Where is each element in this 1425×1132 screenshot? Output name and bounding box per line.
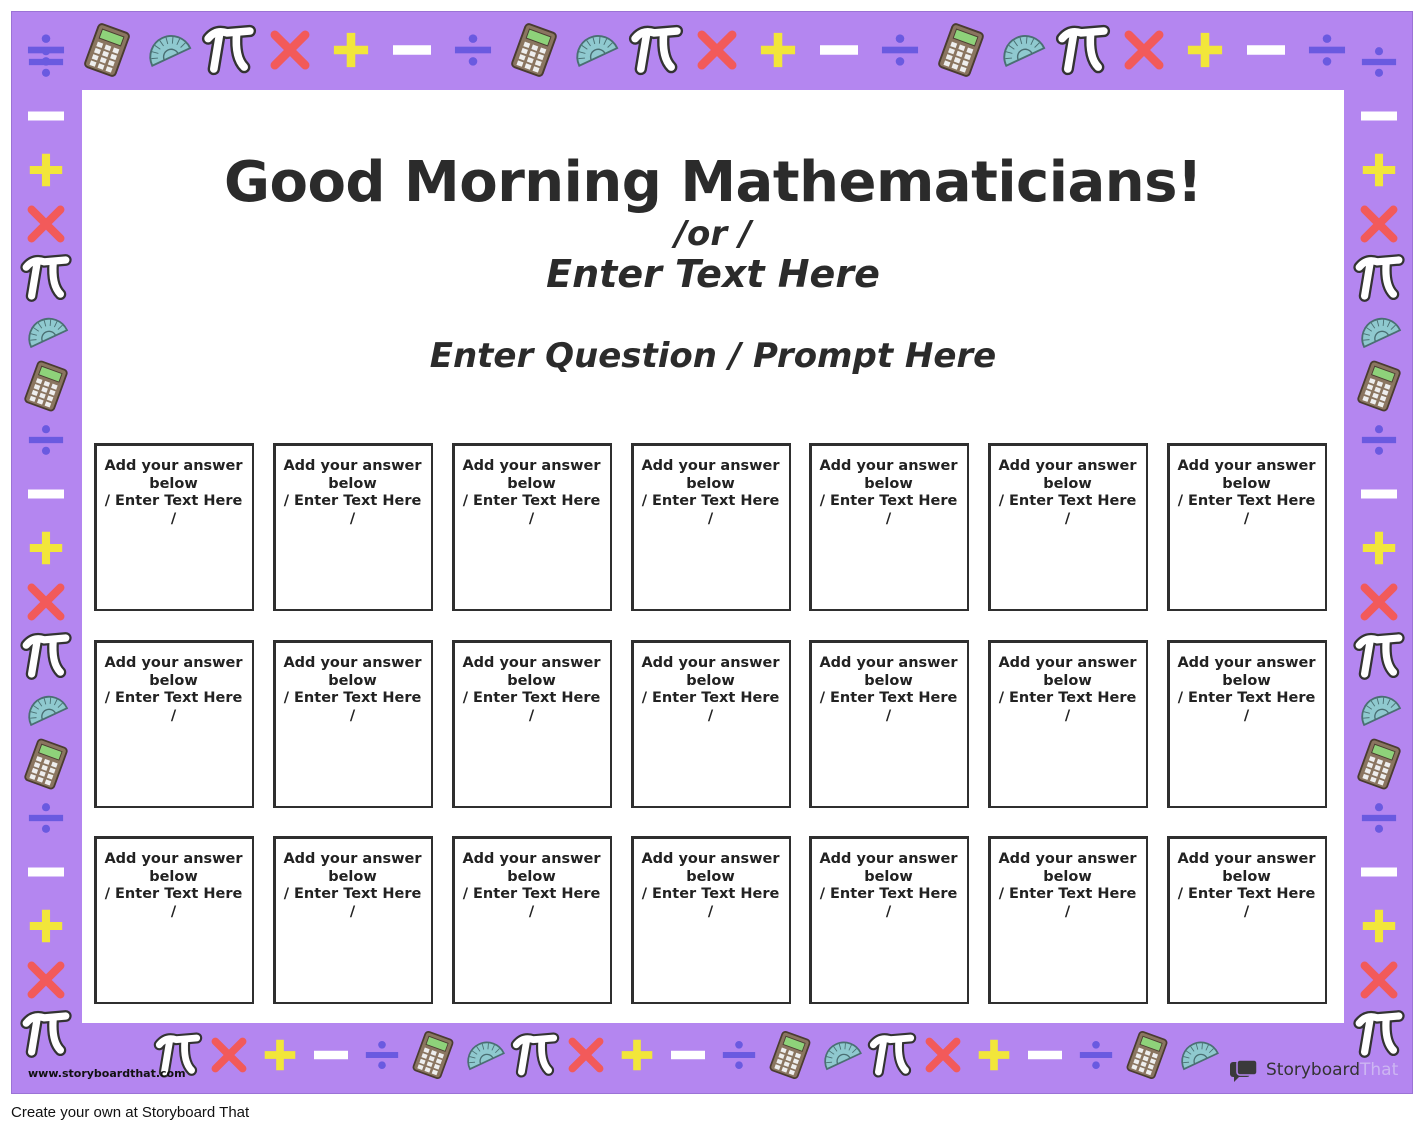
plus-icon <box>1363 154 1395 186</box>
answer-card-label: Add your answer below <box>819 458 958 492</box>
answer-card-placeholder[interactable]: / Enter Text Here / <box>819 886 958 920</box>
calculator-icon <box>24 360 68 411</box>
brand-name-main: Storyboard <box>1266 1060 1360 1080</box>
answer-card-placeholder[interactable]: / Enter Text Here / <box>283 690 422 724</box>
answer-card-label: Add your answer below <box>998 458 1137 492</box>
brand-name <box>1266 1060 1398 1080</box>
storyboardthat-logo <box>1228 1056 1398 1084</box>
answer-card-placeholder[interactable]: / Enter Text Here / <box>462 886 601 920</box>
calculator-icon <box>769 1031 810 1079</box>
minus-icon <box>1028 1051 1062 1060</box>
calculator-icon <box>1357 738 1401 789</box>
calculator-icon <box>1357 360 1401 411</box>
answer-card-label: Add your answer below <box>462 655 601 689</box>
answer-card-label: Add your answer below <box>1177 458 1316 492</box>
calculator-icon <box>84 23 130 77</box>
answer-card-placeholder[interactable]: / Enter Text Here / <box>819 690 958 724</box>
plus-icon <box>761 33 795 67</box>
answer-card[interactable] <box>631 640 791 808</box>
answer-card[interactable] <box>452 443 612 611</box>
plus-icon <box>1188 33 1222 67</box>
pi-icon <box>873 1038 910 1072</box>
pi-icon <box>208 31 250 69</box>
minus-icon <box>28 490 64 499</box>
answer-card[interactable] <box>452 640 612 808</box>
calculator-icon <box>1126 1031 1167 1079</box>
times-icon <box>1365 210 1394 239</box>
answer-card-label: Add your answer below <box>819 851 958 885</box>
answer-card-placeholder[interactable]: / Enter Text Here / <box>1177 493 1316 527</box>
answer-card-label: Add your answer below <box>283 851 422 885</box>
answer-card-placeholder[interactable]: / Enter Text Here / <box>819 493 958 527</box>
alt-title-text[interactable]: Enter Text Here <box>546 252 880 296</box>
protractor-icon <box>1176 1036 1218 1069</box>
protractor-icon <box>23 690 67 725</box>
times-icon <box>702 35 732 65</box>
answer-card[interactable] <box>809 443 969 611</box>
plus-icon <box>30 154 62 186</box>
answer-card-placeholder[interactable]: / Enter Text Here / <box>1177 886 1316 920</box>
pi-icon <box>1062 31 1104 69</box>
calculator-icon <box>412 1031 453 1079</box>
minus-icon <box>671 1051 705 1060</box>
speech-bubble-icon <box>1228 1058 1260 1082</box>
answer-card-label: Add your answer below <box>819 655 958 689</box>
answer-card-placeholder[interactable]: / Enter Text Here / <box>998 886 1137 920</box>
plus-icon <box>1363 532 1395 564</box>
answer-card[interactable] <box>631 836 791 1004</box>
answer-card-placeholder[interactable]: / Enter Text Here / <box>104 493 243 527</box>
minus-icon <box>28 868 64 877</box>
minus-icon <box>1361 490 1397 499</box>
protractor-icon <box>997 29 1044 66</box>
pi-icon <box>1359 260 1399 296</box>
answer-card-placeholder[interactable]: / Enter Text Here / <box>462 690 601 724</box>
answer-card[interactable] <box>1167 836 1327 1004</box>
answer-card-label: Add your answer below <box>104 851 243 885</box>
answer-card[interactable] <box>94 640 254 808</box>
page-title: Good Morning Mathematicians! <box>224 150 1202 215</box>
protractor-icon <box>143 29 190 66</box>
pi-icon <box>26 260 66 296</box>
divide-icon <box>366 1041 398 1069</box>
calculator-icon <box>24 738 68 789</box>
plus-icon <box>265 1040 296 1071</box>
answer-card-label: Add your answer below <box>641 851 780 885</box>
divide-icon <box>723 1041 755 1069</box>
divide-icon <box>1309 34 1345 65</box>
answer-card[interactable] <box>988 836 1148 1004</box>
minus-icon <box>1361 868 1397 877</box>
protractor-icon <box>462 1036 504 1069</box>
times-icon <box>929 1041 956 1068</box>
answer-card-placeholder[interactable]: / Enter Text Here / <box>641 690 780 724</box>
divide-icon <box>29 803 63 833</box>
protractor-icon <box>819 1036 861 1069</box>
protractor-icon <box>23 312 67 347</box>
plus-icon <box>30 910 62 942</box>
times-icon <box>32 966 61 995</box>
worksheet-area <box>82 90 1344 1023</box>
pi-icon <box>26 1016 66 1052</box>
calculator-icon <box>938 23 984 77</box>
pi-icon <box>516 1038 553 1072</box>
answer-card[interactable] <box>988 640 1148 808</box>
divide-icon <box>455 34 491 65</box>
answer-card-label: Add your answer below <box>641 458 780 492</box>
answer-card[interactable] <box>273 640 433 808</box>
pi-icon <box>26 638 66 674</box>
pi-icon <box>1359 1016 1399 1052</box>
times-icon <box>1365 588 1394 617</box>
answer-card-label: Add your answer below <box>998 851 1137 885</box>
answer-card[interactable] <box>1167 640 1327 808</box>
times-icon <box>572 1041 599 1068</box>
answer-card-label: Add your answer below <box>462 851 601 885</box>
answer-card-placeholder[interactable]: / Enter Text Here / <box>641 493 780 527</box>
plus-icon <box>334 33 368 67</box>
answer-card[interactable] <box>631 443 791 611</box>
answer-card-label: Add your answer below <box>283 458 422 492</box>
times-icon <box>1129 35 1159 65</box>
minus-icon <box>1361 112 1397 121</box>
answer-card[interactable] <box>94 836 254 1004</box>
times-icon <box>32 210 61 239</box>
minus-icon <box>28 112 64 121</box>
minus-icon <box>314 1051 348 1060</box>
pi-icon <box>1359 638 1399 674</box>
times-icon <box>275 35 305 65</box>
site-url: www.storyboardthat.com <box>28 1067 186 1080</box>
times-icon <box>1365 966 1394 995</box>
protractor-icon <box>1356 312 1400 347</box>
answer-card-placeholder[interactable]: / Enter Text Here / <box>641 886 780 920</box>
minus-icon <box>393 45 431 55</box>
answer-card-placeholder[interactable]: / Enter Text Here / <box>104 690 243 724</box>
answer-card-placeholder[interactable]: / Enter Text Here / <box>998 493 1137 527</box>
answer-card-placeholder[interactable]: / Enter Text Here / <box>1177 690 1316 724</box>
divide-icon <box>29 425 63 455</box>
answer-card-placeholder[interactable]: / Enter Text Here / <box>462 493 601 527</box>
plus-icon <box>1363 910 1395 942</box>
answer-card-placeholder[interactable]: / Enter Text Here / <box>104 886 243 920</box>
plus-icon <box>30 532 62 564</box>
decorative-border <box>11 11 1413 1094</box>
times-icon <box>215 1041 242 1068</box>
answer-card-label: Add your answer below <box>104 655 243 689</box>
answer-card-placeholder[interactable]: / Enter Text Here / <box>283 493 422 527</box>
plus-icon <box>622 1040 653 1071</box>
answer-card-label: Add your answer below <box>641 655 780 689</box>
answer-card-placeholder[interactable]: / Enter Text Here / <box>998 690 1137 724</box>
title-or-text[interactable]: /or / <box>674 214 752 254</box>
answer-card[interactable] <box>273 836 433 1004</box>
answer-card-label: Add your answer below <box>283 655 422 689</box>
answer-card[interactable] <box>273 443 433 611</box>
divide-icon <box>1362 425 1396 455</box>
answer-card-placeholder[interactable]: / Enter Text Here / <box>283 886 422 920</box>
brand-name-ghost: That <box>1360 1060 1399 1080</box>
divide-icon <box>882 34 918 65</box>
divide-icon <box>1362 47 1396 77</box>
answer-card-label: Add your answer below <box>1177 655 1316 689</box>
answer-card[interactable] <box>988 443 1148 611</box>
plus-icon <box>979 1040 1010 1071</box>
answer-card-label: Add your answer below <box>998 655 1137 689</box>
divide-icon <box>1362 803 1396 833</box>
pi-icon <box>635 31 677 69</box>
times-icon <box>32 588 61 617</box>
minus-icon <box>1247 45 1285 55</box>
calculator-icon <box>511 23 557 77</box>
answer-card[interactable] <box>452 836 612 1004</box>
minus-icon <box>820 45 858 55</box>
answer-card-label: Add your answer below <box>462 458 601 492</box>
answer-card[interactable] <box>809 640 969 808</box>
answer-card-label: Add your answer below <box>1177 851 1316 885</box>
answer-card[interactable] <box>809 836 969 1004</box>
divide-icon <box>1080 1041 1112 1069</box>
protractor-icon <box>570 29 617 66</box>
question-prompt[interactable]: Enter Question / Prompt Here <box>429 336 997 376</box>
protractor-icon <box>1356 690 1400 725</box>
answer-card[interactable] <box>94 443 254 611</box>
answer-card[interactable] <box>1167 443 1327 611</box>
answer-card-label: Add your answer below <box>104 458 243 492</box>
footer-caption: Create your own at Storyboard That <box>11 1104 250 1121</box>
